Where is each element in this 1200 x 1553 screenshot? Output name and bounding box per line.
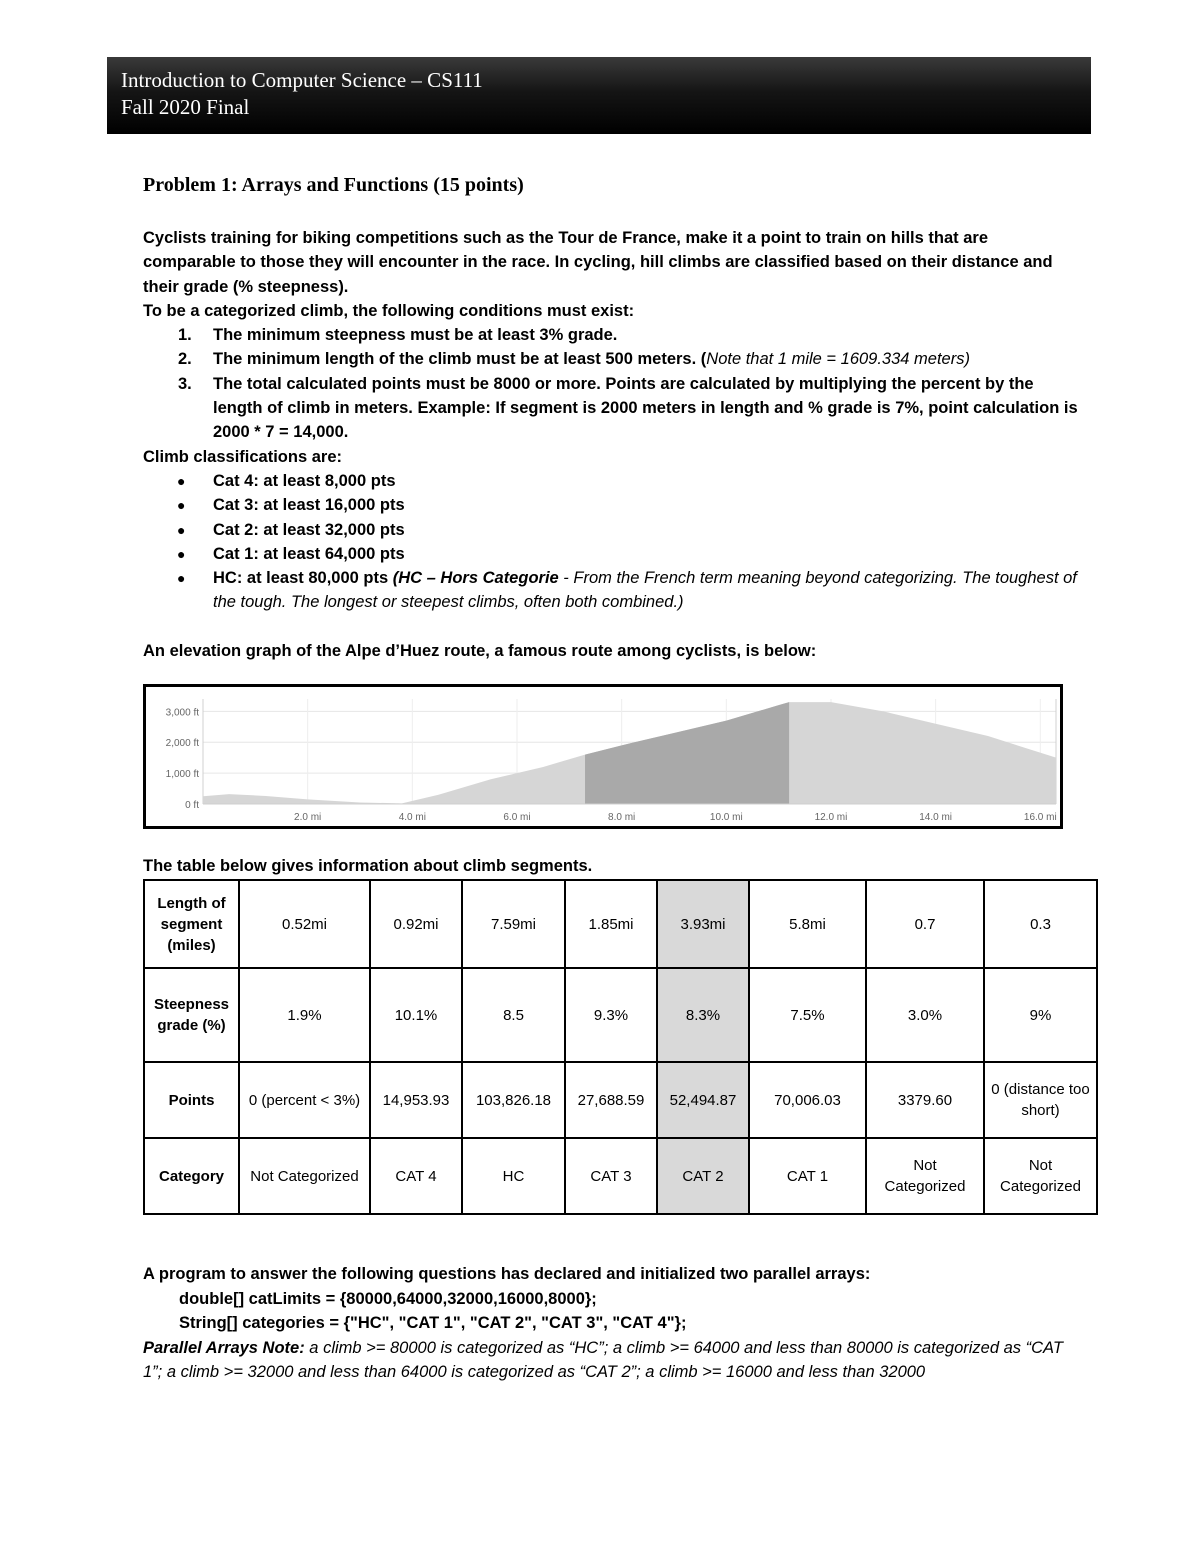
table-cell: 9.3% bbox=[565, 968, 657, 1062]
parallel-arrays-note bbox=[143, 1336, 1083, 1385]
condition-number: 1. bbox=[178, 326, 192, 345]
x-tick-label: 10.0 mi bbox=[709, 812, 743, 823]
row-header: Points bbox=[144, 1062, 239, 1138]
elevation-chart-svg bbox=[146, 687, 1060, 826]
course-title: Introduction to Computer Science – CS111 bbox=[121, 68, 483, 92]
table-cell: 8.5 bbox=[462, 968, 565, 1062]
code-line-catlimits: double[] catLimits = {80000,64000,32000,16000,8000}; bbox=[179, 1289, 597, 1308]
table-cell: 1.9% bbox=[239, 968, 370, 1062]
table-cell: Not Categorized bbox=[866, 1138, 984, 1214]
note-text: a climb >= 80000 is categorized as “HC”; a climb >= 64000 and less than 80000 is categorized as “CAT 1”; a climb >= 32000 and less than 64000 is categorized as “CAT 2”; a climb >= 16000 and less than 32000 bbox=[143, 1338, 1063, 1381]
table-cell-highlighted: 3.93mi bbox=[657, 880, 749, 968]
problem-title: Problem 1: Arrays and Functions (15 points) bbox=[143, 174, 524, 196]
table-cell: 1.85mi bbox=[565, 880, 657, 968]
table-cell: 5.8mi bbox=[749, 880, 866, 968]
problem-body bbox=[143, 170, 1083, 663]
bullet-icon: ● bbox=[177, 570, 186, 587]
table-cell-highlighted: 8.3% bbox=[657, 968, 749, 1062]
classification-text: Cat 2: at least 32,000 pts bbox=[213, 520, 405, 539]
condition-number: 3. bbox=[178, 374, 192, 393]
exam-header bbox=[107, 57, 1091, 134]
note-label: Parallel Arrays Note: bbox=[143, 1338, 305, 1357]
table-caption: The table below gives information about climb segments. bbox=[143, 857, 593, 875]
classification-text: Cat 1: at least 64,000 pts bbox=[213, 544, 405, 563]
table-cell-highlighted: CAT 2 bbox=[657, 1138, 749, 1214]
condition-text: The minimum length of the climb must be at least 500 meters. ( bbox=[213, 350, 707, 369]
table-cell: 0.3 bbox=[984, 880, 1097, 968]
table-cell: Not Categorized bbox=[984, 1138, 1097, 1214]
x-tick-label: 14.0 mi bbox=[919, 812, 953, 823]
table-cell: 0.52mi bbox=[239, 880, 370, 968]
classification-item bbox=[143, 493, 1083, 517]
x-tick-label: 4.0 mi bbox=[398, 812, 426, 823]
table-cell: 103,826.18 bbox=[462, 1062, 565, 1138]
table-cell: 3379.60 bbox=[866, 1062, 984, 1138]
highlighted-segment-area bbox=[585, 702, 789, 804]
condition-item bbox=[143, 372, 1083, 445]
table-cell: 7.5% bbox=[749, 968, 866, 1062]
condition-text: The total calculated points must be 8000 or more. Points are calculated by multiplying the percent by the length of climb in meters. Example: If segment is 2000 meters in length and % grade is 7%, point calculation is 2000 * 7 = 14,000. bbox=[213, 374, 1078, 442]
table-cell: 9% bbox=[984, 968, 1097, 1062]
row-header: Steepness grade (%) bbox=[144, 968, 239, 1062]
table-row bbox=[144, 1138, 1097, 1214]
x-tick-label: 2.0 mi bbox=[294, 812, 322, 823]
classification-item bbox=[143, 542, 1083, 566]
y-tick-label: 2,000 ft bbox=[165, 738, 199, 750]
bullet-icon: ● bbox=[177, 497, 186, 514]
bullet-icon: ● bbox=[177, 521, 186, 538]
classification-item bbox=[143, 518, 1083, 542]
bullet-icon: ● bbox=[177, 472, 186, 489]
condition-item bbox=[143, 323, 1083, 347]
condition-note: Note that 1 mile = 1609.334 meters) bbox=[706, 350, 970, 369]
classification-item bbox=[143, 566, 1083, 615]
classification-note-term: (HC – Hors Categorie bbox=[392, 569, 559, 588]
exam-term: Fall 2020 Final bbox=[121, 95, 250, 119]
x-tick-label: 12.0 mi bbox=[814, 812, 848, 823]
table-cell: 10.1% bbox=[370, 968, 462, 1062]
table-cell-highlighted: 52,494.87 bbox=[657, 1062, 749, 1138]
table-cell: CAT 3 bbox=[565, 1138, 657, 1214]
row-header: Category bbox=[144, 1138, 239, 1214]
y-tick-label: 1,000 ft bbox=[165, 769, 199, 781]
table-cell: 0 (percent < 3%) bbox=[239, 1062, 370, 1138]
table-row bbox=[144, 1062, 1097, 1138]
x-tick-label: 16.0 mi bbox=[1023, 812, 1057, 823]
table-cell: 7.59mi bbox=[462, 880, 565, 968]
condition-number: 2. bbox=[178, 350, 192, 369]
elevation-chart bbox=[143, 684, 1063, 829]
table-cell: 14,953.93 bbox=[370, 1062, 462, 1138]
x-tick-label: 8.0 mi bbox=[608, 812, 636, 823]
conditions-list bbox=[143, 323, 1083, 444]
classification-text: Cat 3: at least 16,000 pts bbox=[213, 496, 405, 515]
table-cell: 0.7 bbox=[866, 880, 984, 968]
condition-item bbox=[143, 347, 1083, 371]
classification-text: HC: at least 80,000 pts bbox=[213, 569, 393, 588]
table-row bbox=[144, 968, 1097, 1062]
table-cell: 70,006.03 bbox=[749, 1062, 866, 1138]
table-cell: CAT 1 bbox=[749, 1138, 866, 1214]
x-tick-label: 6.0 mi bbox=[503, 812, 531, 823]
table-cell: CAT 4 bbox=[370, 1138, 462, 1214]
table-cell: 0 (distance too short) bbox=[984, 1062, 1097, 1138]
program-lead: A program to answer the following questions has declared and initialized two parallel arrays: bbox=[143, 1265, 871, 1283]
condition-text: The minimum steepness must be at least 3% grade. bbox=[213, 326, 618, 345]
graph-lead: An elevation graph of the Alpe d’Huez route, a famous route among cyclists, is below: bbox=[143, 641, 817, 660]
program-section bbox=[143, 1262, 1083, 1385]
table-cell: Not Categorized bbox=[239, 1138, 370, 1214]
table-cell: 0.92mi bbox=[370, 880, 462, 968]
conditions-lead: To be a categorized climb, the following conditions must exist: bbox=[143, 301, 635, 320]
row-header: Length of segment (miles) bbox=[144, 880, 239, 968]
table-row bbox=[144, 880, 1097, 968]
classification-item bbox=[143, 469, 1083, 493]
table-cell: 27,688.59 bbox=[565, 1062, 657, 1138]
table-cell: 3.0% bbox=[866, 968, 984, 1062]
code-line-categories: String[] categories = {"HC", "CAT 1", "CAT 2", "CAT 3", "CAT 4"}; bbox=[179, 1314, 687, 1332]
bullet-icon: ● bbox=[177, 545, 186, 562]
y-tick-label: 3,000 ft bbox=[165, 707, 199, 719]
classification-text: Cat 4: at least 8,000 pts bbox=[213, 471, 396, 490]
y-tick-label: 0 ft bbox=[185, 800, 199, 811]
table-cell: HC bbox=[462, 1138, 565, 1214]
intro-paragraph: Cyclists training for biking competitions such as the Tour de France, make it a point to train on hills that are comparable to those they will encounter in the race. In cycling, hill climbs are classified based on their distance and their grade (% steepness). bbox=[143, 229, 1053, 296]
classifications-lead: Climb classifications are: bbox=[143, 447, 342, 466]
classification-note: - From the French term meaning beyond categorizing. The toughest of the tough. The longest or steepest climbs, often both combined.) bbox=[213, 569, 1077, 612]
classifications-list bbox=[143, 469, 1083, 615]
climb-segments-table bbox=[143, 879, 1098, 1215]
